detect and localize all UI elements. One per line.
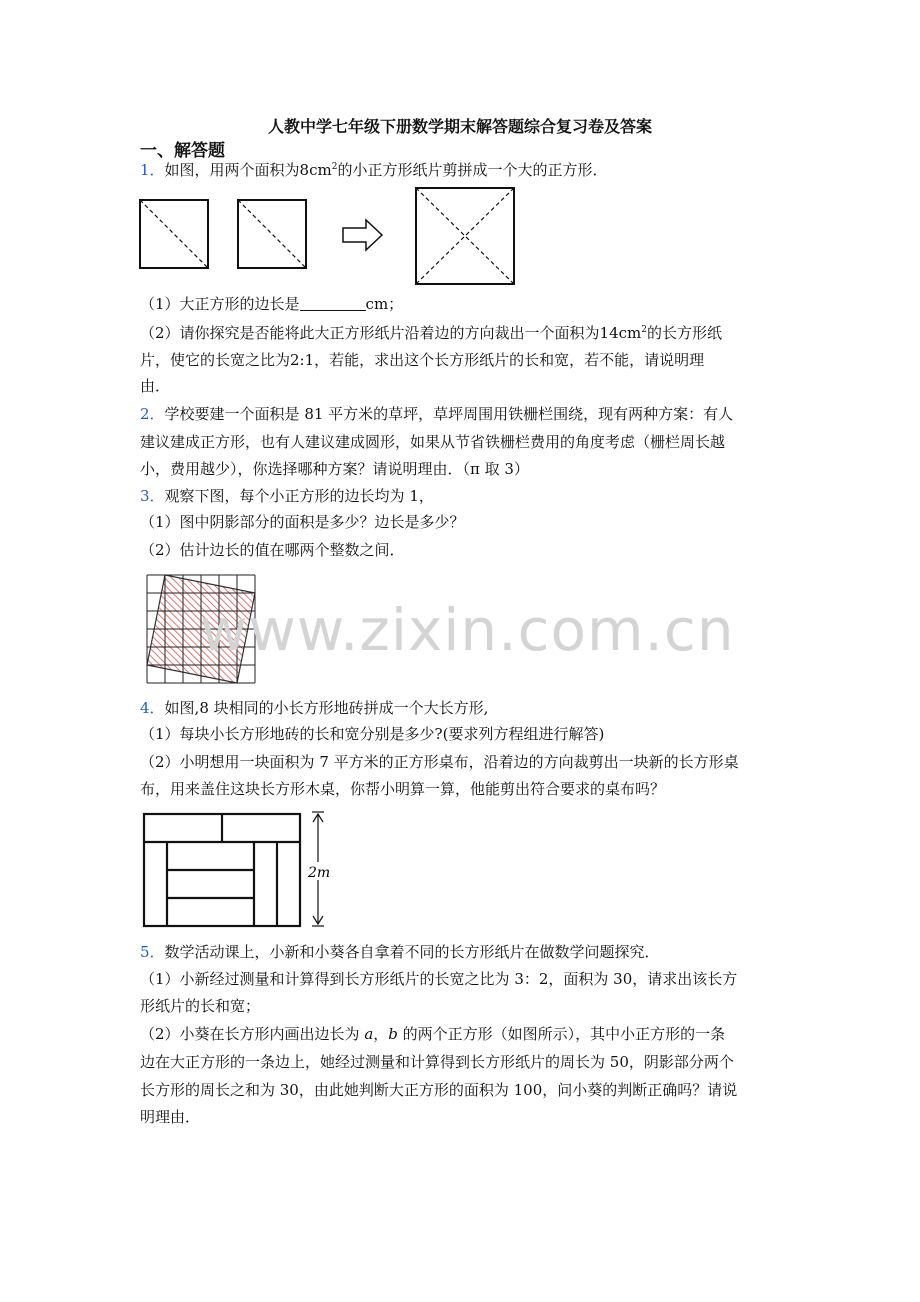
q1-part2-line1: （2）请你探究是否能将此大正方形纸片沿着边的方向裁出一个面积为$14cm^2$的长方形纸 [140, 324, 723, 342]
q4-part2-line2: 布，用来盖住这块长方形木桌，你帮小明算一算，他能剪出符合要求的桌布吗？ [140, 780, 666, 798]
q1-stem: 1．如图，用两个面积为$8cm^2$的小正方形纸片剪拼成一个大的正方形． [140, 161, 608, 179]
small-square-2-diagonal [238, 200, 306, 268]
q3-part2: （2）估计边长的值在哪两个整数之间． [140, 541, 405, 559]
arrow-right-icon [343, 220, 382, 250]
q4-part1: （1）每块小长方形地砖的长和宽分别是多少?(要求列方程组进行解答) [140, 725, 605, 743]
dimension-label: 2m [308, 865, 331, 881]
tile-outlines [144, 814, 300, 926]
q1-number: 1． [140, 161, 165, 179]
q1-part2-line3: 由． [140, 377, 171, 395]
answer-blank [300, 296, 366, 311]
section-heading: 一、解答题 [140, 141, 225, 161]
q5-line1: 5．数学活动课上，小新和小葵各自拿着不同的长方形纸片在做数学问题探究． [140, 943, 660, 961]
q3-line1: 3．观察下图，每个小正方形的边长均为 1， [140, 487, 434, 505]
large-square-diagonal-1 [416, 188, 514, 284]
q4-number: 4． [140, 699, 165, 717]
q5-part2-line1: （2）小葵在长方形内画出边长为 a，b 的两个正方形（如图所示），其中小正方形的一条 [140, 1025, 726, 1043]
q1-part1: （1）大正方形的边长是 cm； [140, 295, 404, 313]
q3-part1: （1）图中阴影部分的面积是多少？边长是多少？ [140, 513, 465, 531]
q5-number: 5． [140, 943, 165, 961]
q5-part1-line1: （1）小新经过测量和计算得到长方形纸片的长宽之比为 3：2，面积为 30，请求出该长方 [140, 970, 738, 988]
q2-number: 2． [140, 405, 165, 423]
large-square-diagonal-2 [416, 188, 514, 284]
q5-part2-line2: 边在大正方形的一条边上，她经过测量和计算得到长方形纸片的周长为 50，阴影部分两个 [140, 1053, 734, 1071]
q5-part1-line2: 形纸片的长和宽； [140, 997, 261, 1015]
small-square-1-diagonal [140, 200, 208, 268]
large-square [416, 188, 514, 284]
q4-part2-line1: （2）小明想用一块面积为 7 平方米的正方形桌布，沿着边的方向裁剪出一块新的长方形桌 [140, 753, 739, 771]
q2-line2: 建议建成正方形，也有人建议建成圆形，如果从节省铁栅栏费用的角度考虑（栅栏周长越 [140, 433, 726, 451]
q5-part2-line3: 长方形的周长之和为 30，由此她判断大正方形的面积为 100，问小葵的判断正确吗？请说 [140, 1081, 738, 1099]
q1-figure [138, 186, 522, 288]
q4-line1: 4．如图,8 块相同的小长方形地砖拼成一个大长方形, [140, 699, 489, 717]
q1-part2-line2: 片，使它的长宽之比为2:1，若能，求出这个长方形纸片的长和宽，若不能，请说明理 [140, 351, 705, 369]
q2-line3: 小，费用越少），你选择哪种方案？请说明理由．（π 取 3） [140, 460, 529, 478]
watermark: www.zixin.com.cn [200, 596, 735, 664]
q2-line1: 2．学校要建一个面积是 81 平方米的草坪，草坪周围用铁栅栏围绕，现有两种方案：有人 [140, 405, 734, 423]
q3-number: 3． [140, 487, 165, 505]
q4-tiles-figure [140, 808, 340, 932]
q5-part2-line4: 明理由． [140, 1108, 201, 1126]
page-title: 人教中学七年级下册数学期末解答题综合复习卷及答案 [267, 117, 652, 136]
